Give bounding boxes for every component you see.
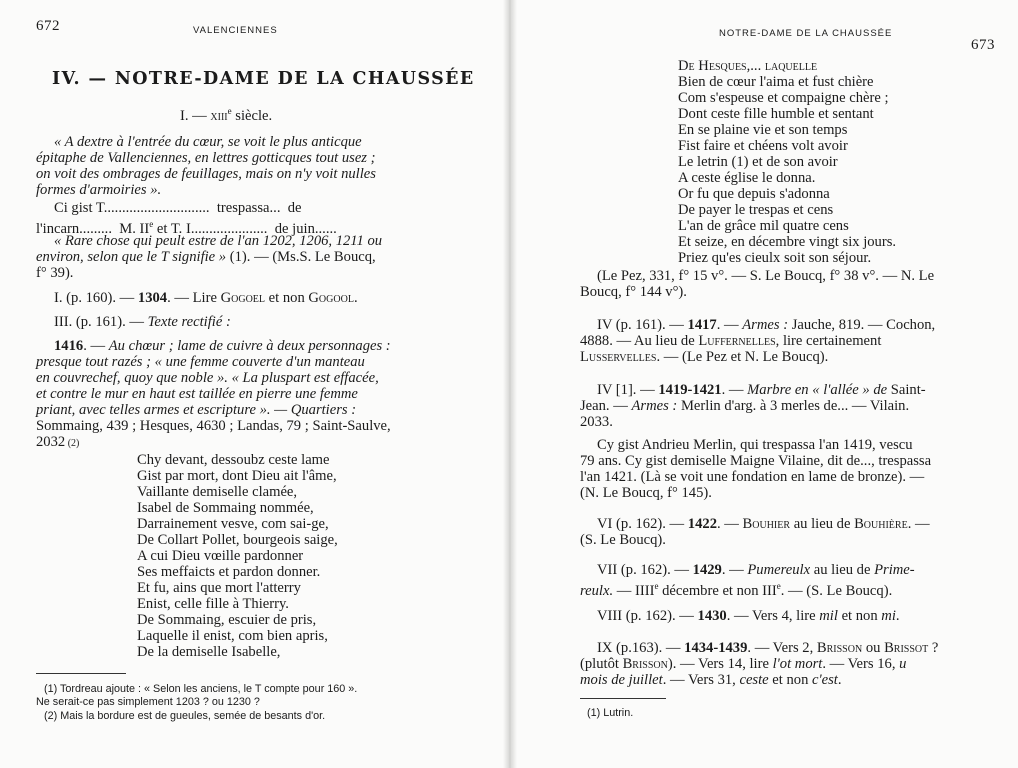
intro-line: on voit des ombrages de feuillages, mais on n'y voit nulles bbox=[36, 166, 376, 182]
entry-1419-line: 2033. bbox=[580, 414, 613, 430]
poem-line: De Sommaing, escuier de pris, bbox=[137, 612, 317, 628]
inscription-line: l'incarn......... M. IIe et T. I..................... de juin...... bbox=[36, 219, 337, 237]
footnote-rule bbox=[580, 698, 666, 699]
entry-1429-line: reulx. — IIIIe décembre et non IIIe. — (S. Le Boucq). bbox=[580, 581, 893, 599]
footnote-rule bbox=[36, 673, 126, 674]
poem-line: De Hesques,... laquelle bbox=[678, 58, 818, 74]
rare-line: environ, selon que le T signifie » (1). — (Ms.S. Le Boucq, bbox=[36, 249, 376, 265]
entry-1416-line: 2032 (2) bbox=[36, 434, 80, 450]
entry-1416-line: 1416. — Au chœur ; lame de cuivre à deux personnages : bbox=[54, 338, 391, 354]
running-head: NOTRE-DAME DE LA CHAUSSÉE bbox=[719, 28, 893, 39]
source-line: (Le Pez, 331, f° 15 v°. — S. Le Boucq, f° 38 v°. — N. Le bbox=[597, 268, 935, 284]
poem-line: Vaillante demiselle clamée, bbox=[137, 484, 298, 500]
inscription-line: Cy gist Andrieu Merlin, qui trespassa l'an 1419, vescu bbox=[597, 437, 913, 453]
entry-1417-line: IV (p. 161). — 1417. — Armes : Jauche, 819. — Cochon, bbox=[597, 317, 936, 333]
inscription-line: Ci gist T............................. trespassa... de bbox=[54, 200, 302, 216]
entry-1430: VIII (p. 162). — 1430. — Vers 4, lire mil et non mi. bbox=[597, 608, 900, 624]
inscription-line: l'an 1421. (Là se voit une fondation en lame de bronze). — bbox=[580, 469, 925, 485]
entry-1422-line: VI (p. 162). — 1422. — Bouhier au lieu de Bouhière. — bbox=[597, 516, 930, 532]
entry-1416-line: Sommaing, 439 ; Hesques, 4630 ; Landas, 79 ; Saint-Saulve, bbox=[36, 418, 391, 434]
page-number: 672 bbox=[36, 18, 60, 34]
entry-1304: I. (p. 160). — 1304. — Lire Gogoel et non Gogool. bbox=[54, 290, 358, 306]
left-page bbox=[0, 0, 503, 768]
entry-1416-line: presque tout razés ; « une femme couverte d'un manteau bbox=[36, 354, 365, 370]
poem-line: Le letrin (1) et de son avoir bbox=[678, 154, 838, 170]
poem-line: En se plaine vie et son temps bbox=[678, 122, 848, 138]
entry-1416-line: et contre le mur en haut est taillée en pierre une femme bbox=[36, 386, 358, 402]
poem-line: Isabel de Sommaing nommée, bbox=[137, 500, 314, 516]
footnote: (1) Tordreau ajoute : « Selon les anciens, le T compte pour 160 ». bbox=[44, 683, 358, 695]
footnote: (1) Lutrin. bbox=[587, 707, 634, 719]
entry-1419-line: IV [1]. — 1419-1421. — Marbre en « l'allée » de Saint- bbox=[597, 382, 926, 398]
right-page bbox=[517, 0, 1018, 768]
entry-1434-line: IX (p.163). — 1434-1439. — Vers 2, Brisson ou Brissot ? bbox=[597, 640, 939, 656]
section-subtitle: I. — xiii$^e$ siècle. bbox=[180, 106, 273, 124]
intro-line: épitaphe de Vallenciennes, en lettres gotticques tout usez ; bbox=[36, 150, 376, 166]
poem-line: Or fu que depuis s'adonna bbox=[678, 186, 830, 202]
section-title: IV. — NOTRE-DAME DE LA CHAUSSÉE bbox=[52, 69, 475, 89]
entry-1434-line: (plutôt Brisson). — Vers 14, lire l'ot mort. — Vers 16, u bbox=[580, 656, 907, 672]
poem-line: Chy devant, dessoubz ceste lame bbox=[137, 452, 330, 468]
running-head: VALENCIENNES bbox=[193, 25, 278, 36]
poem-line: Ses meffaicts et pardon donner. bbox=[137, 564, 321, 580]
poem-line: Dont ceste fille humble et sentant bbox=[678, 106, 874, 122]
poem-line: A ceste église le donna. bbox=[678, 170, 816, 186]
source-line: Boucq, f° 144 v°). bbox=[580, 284, 687, 300]
entry-1417-line: 4888. — Au lieu de Luffernelles, lire certainement bbox=[580, 333, 882, 349]
poem-line: Com s'espeuse et compaigne chère ; bbox=[678, 90, 889, 106]
inscription-line: (N. Le Boucq, f° 145). bbox=[580, 485, 712, 501]
poem-line: Et seize, en décembre vingt six jours. bbox=[678, 234, 897, 250]
rare-line: « Rare chose qui peult estre de l'an 1202, 1206, 1211 ou bbox=[54, 233, 383, 249]
entry-1422-line: (S. Le Boucq). bbox=[580, 532, 666, 548]
page-number: 673 bbox=[971, 37, 995, 53]
poem-line: Laquelle il enist, com bien apris, bbox=[137, 628, 328, 644]
inscription-line: 79 ans. Cy gist demiselle Maigne Vilaine, dit de..., trespassa bbox=[580, 453, 932, 469]
poem-line: Gist par mort, dont Dieu ait l'âme, bbox=[137, 468, 337, 484]
poem-line: Bien de cœur l'aima et fust chière bbox=[678, 74, 874, 90]
poem-line: De payer le trespas et cens bbox=[678, 202, 834, 218]
poem-line: Darrainement vesve, com sai-ge, bbox=[137, 516, 329, 532]
entry-iii: III. (p. 161). — Texte rectifié : bbox=[54, 314, 231, 330]
book-gutter bbox=[503, 0, 517, 768]
entry-1416-line: en couvrechef, quoy que noble ». « La pluspart est effacée, bbox=[36, 370, 379, 386]
poem-line: Priez qu'es cieulx soit son séjour. bbox=[678, 250, 872, 266]
poem-line: De la demiselle Isabelle, bbox=[137, 644, 281, 660]
poem-line: A cui Dieu vœille pardonner bbox=[137, 548, 304, 564]
intro-line: formes d'armoiries ». bbox=[36, 182, 162, 198]
footnote: (2) Mais la bordure est de gueules, semée de besants d'or. bbox=[44, 710, 326, 722]
entry-1419-line: Jean. — Armes : Merlin d'arg. à 3 merles de... — Vilain. bbox=[580, 398, 910, 414]
entry-1416-line: priant, avec telles armes et escripture ». — Quartiers : bbox=[36, 402, 357, 418]
poem-line: L'an de grâce mil quatre cens bbox=[678, 218, 849, 234]
entry-1429-line: VII (p. 162). — 1429. — Pumereulx au lieu de Prime- bbox=[597, 562, 915, 578]
footnote: Ne serait-ce pas simplement 1203 ? ou 1230 ? bbox=[36, 696, 260, 708]
poem-line: Fist faire et chéens volt avoir bbox=[678, 138, 848, 154]
poem-line: Et fu, ains que mort l'atterry bbox=[137, 580, 301, 596]
entry-1434-line: mois de juillet. — Vers 31, ceste et non c'est. bbox=[580, 672, 842, 688]
entry-1417-line: Lusservelles. — (Le Pez et N. Le Boucq). bbox=[580, 349, 829, 365]
intro-line: « A dextre à l'entrée du cœur, se voit le plus anticque bbox=[54, 134, 362, 150]
rare-line: f° 39). bbox=[36, 265, 74, 281]
poem-line: De Collart Pollet, bourgeois saige, bbox=[137, 532, 338, 548]
poem-line: Enist, celle fille à Thierry. bbox=[137, 596, 289, 612]
